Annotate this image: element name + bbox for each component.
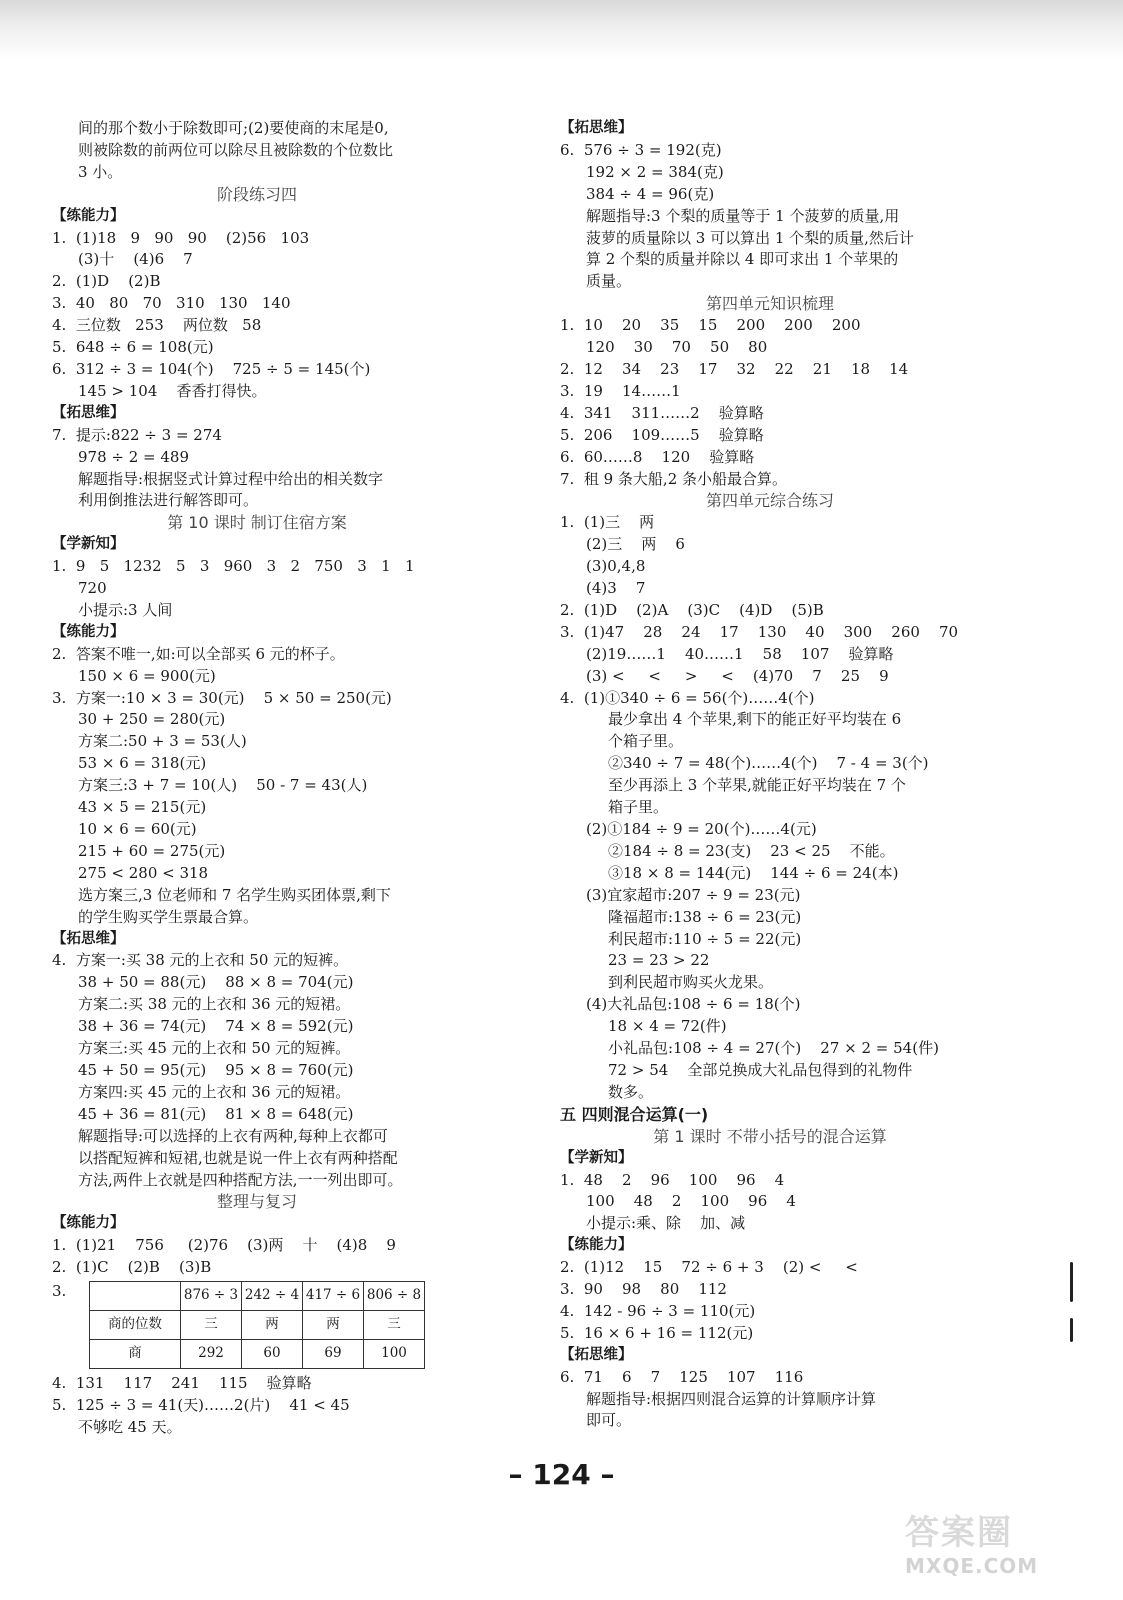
answer-line: 至少再添上 3 个苹果,就能正好平均装在 7 个 [608,776,906,795]
page-number: – 124 – [508,1458,615,1491]
watermark-logo [905,1505,1095,1585]
section-tag: 【练能力】 [52,623,125,640]
answer-line: 5. 16 × 6 + 16 = 112(元) [560,1323,754,1342]
answer-line: 解题指导:根据竖式计算过程中给出的相关数字 [78,469,384,488]
answer-line: 利用倒推法进行解答即可。 [78,491,259,510]
text-line: 则被除数的前两位可以除尽且被除数的个位数比 [78,140,394,159]
answer-line: 6. 71 6 7 125 107 116 [560,1367,804,1386]
section-tag: 【拓思维】 [560,120,633,136]
answer-line: 43 × 5 = 215(元) [78,798,207,817]
answer-line: 30 + 250 = 280(元) [78,710,226,729]
table-cell: 商的位数 [90,1311,181,1340]
answer-line: 方案二:50 + 3 = 53(人) [78,732,247,751]
answer-line: 1. 9 5 1232 5 3 960 3 2 750 3 1 1 [52,557,415,576]
answer-line: 不够吃 45 天。 [78,1417,182,1436]
answer-line: 1. (1)18 9 90 90 (2)56 103 [52,228,310,247]
section-tag: 【拓思维】 [560,1346,633,1363]
answer-line: 2. (1)C (2)B (3)B [52,1258,212,1277]
answer-line: 4. 131 117 241 115 验算略 [52,1374,312,1393]
answer-line: 6. 60……8 120 验算略 [560,447,755,466]
section-heading: 第 1 课时 不带小括号的混合运算 [653,1126,887,1146]
answer-line: 解题指导:3 个梨的质量等于 1 个菠萝的质量,用 [586,206,900,225]
answer-line: 720 [78,579,107,598]
answer-line: 384 ÷ 4 = 96(克) [586,184,715,203]
table-cell: 100 [364,1340,425,1369]
answer-line: 2. 12 34 23 17 32 22 21 18 14 [560,359,909,378]
answer-line: 菠萝的质量除以 3 可以算出 1 个梨的质量,然后计 [586,228,914,247]
answer-line: 利民超市:110 ÷ 5 = 22(元) [608,929,802,948]
answer-line: (3)0,4,8 [586,557,646,576]
answer-line: 以搭配短裤和短裙,也就是说一件上衣有两种搭配 [78,1148,398,1167]
table-row [90,1282,425,1311]
answer-line: 72 > 54 全部兑换成大礼品包得到的礼物件 [608,1060,913,1079]
section-heading: 阶段练习四 [216,184,297,204]
answer-line: 978 ÷ 2 = 489 [78,447,190,466]
answer-line: (3) < < > < (4)70 7 25 9 [586,666,889,685]
answer-line: 箱子里。 [608,798,669,817]
answer-line: 45 + 50 = 95(元) 95 × 8 = 760(元) [78,1060,354,1079]
answer-line: 6. 312 ÷ 3 = 104(个) 725 ÷ 5 = 145(个) [52,359,371,378]
answer-line: 120 30 70 50 80 [586,338,768,357]
quotient-digits-table [89,1281,425,1369]
answer-line: 方案三:买 45 元的上衣和 50 元的短裤。 [78,1039,351,1058]
section-tag: 【练能力】 [560,1237,633,1254]
answer-line: 150 × 6 = 900(元) [78,666,216,685]
answer-line: 解题指导:根据四则混合运算的计算顺序计算 [586,1389,877,1408]
answer-line: 275 < 280 < 318 [78,863,209,882]
answer-line: 6. 576 ÷ 3 = 192(克) [560,140,722,159]
answer-line: 1. (1)21 756 (2)76 (3)两 十 (4)8 9 [52,1236,396,1255]
answer-line: 38 + 36 = 74(元) 74 × 8 = 592(元) [78,1017,354,1036]
answer-line: 选方案三,3 位老师和 7 名学生购买团体票,剩下 [78,885,391,904]
answer-line: 方案二:买 38 元的上衣和 36 元的短裙。 [78,995,351,1014]
answer-line: 5. 206 109……5 验算略 [560,425,764,444]
answer-line: 个箱子里。 [608,732,684,751]
answer-line: 2. 答案不唯一,如:可以全部买 6 元的杯子。 [52,644,345,663]
answer-line: (2)19……1 40……1 58 107 验算略 [586,644,894,663]
table-cell: 60 [242,1340,303,1369]
answer-line: 最少拿出 4 个苹果,剩下的能正好平均装在 6 [608,710,902,729]
table-row [90,1311,425,1340]
text-line: 3 小。 [78,162,123,181]
answer-line: 即可。 [586,1411,632,1430]
answer-line: 1. (1)三 两 [560,513,655,532]
binding-mark [1070,1318,1073,1342]
answer-line: ②184 ÷ 8 = 23(支) 23 < 25 不能。 [608,841,895,860]
answer-line: (2)三 两 6 [586,535,685,554]
answer-line: 小提示:3 人间 [78,600,173,619]
answer-line: 23 = 23 > 22 [608,951,710,970]
answer-line: 方案三:3 + 7 = 10(人) 50 - 7 = 43(人) [78,776,368,795]
section-tag: 【练能力】 [52,207,125,224]
answer-line: 7. 租 9 条大船,2 条小船最合算。 [560,469,788,488]
table-cell: 69 [303,1340,364,1369]
watermark-text: 答案圈 [905,1513,1013,1553]
answer-line: 4. 三位数 253 两位数 58 [52,316,262,335]
answer-line: 53 × 6 = 318(元) [78,754,207,773]
answer-line: 3. 19 14……1 [560,381,681,400]
table-cell: 292 [181,1340,242,1369]
answer-line: 7. 提示:822 ÷ 3 = 274 [52,425,222,444]
answer-line: 4. (1)①340 ÷ 6 = 56(个)……4(个) [560,688,815,707]
answer-line: 2. (1)D (2)B [52,272,161,291]
answer-line: 45 + 36 = 81(元) 81 × 8 = 648(元) [78,1104,354,1123]
answer-line: 3. 40 80 70 310 130 140 [52,294,291,313]
watermark-url: MXQE.COM [905,1554,1039,1578]
table-cell: 两 [242,1311,303,1340]
answer-line: 到利民超市购买火龙果。 [608,973,774,992]
answer-line: 2. (1)12 15 72 ÷ 6 + 3 (2) < < [560,1258,858,1277]
answer-line: (4)3 7 [586,579,646,598]
answer-line: 的学生购买学生票最合算。 [78,907,259,926]
answer-line: 3. (1)47 28 24 17 130 40 300 260 70 [560,622,959,641]
answer-line: 解题指导:可以选择的上衣有两种,每种上衣都可 [78,1126,388,1145]
table-cell: 两 [303,1311,364,1340]
section-tag: 【练能力】 [52,1215,125,1232]
answer-line: 小提示:乘、除 加、减 [586,1214,746,1233]
answer-line: 18 × 4 = 72(件) [608,1017,727,1036]
section-heading: 第四单元综合练习 [705,491,834,511]
section-tag: 【学新知】 [560,1149,633,1166]
answer-line: 质量。 [586,272,632,291]
table-cell: 三 [181,1311,242,1340]
table-cell: 806 ÷ 8 [364,1282,425,1311]
section-heading: 整理与复习 [216,1192,297,1212]
answer-line: (4)大礼品包:108 ÷ 6 = 18(个) [586,995,801,1014]
table-cell [90,1282,181,1311]
text-line: 间的那个数小于除数即可;(2)要使商的末尾是0, [78,119,389,137]
table-cell: 商 [90,1340,181,1369]
answer-line: (3)十 (4)6 7 [78,250,193,269]
section-tag: 【拓思维】 [52,930,125,947]
answer-line: 10 × 6 = 60(元) [78,820,197,838]
answer-line: 4. 142 - 96 ÷ 3 = 110(元) [560,1301,756,1320]
section-heading: 第四单元知识梳理 [705,294,834,314]
answer-line: 方法,两件上衣就是四种搭配方法,一一列出即可。 [78,1170,403,1189]
answer-line: 1. 48 2 96 100 96 4 [560,1170,785,1189]
binding-mark [1070,1262,1073,1302]
section-tag: 【学新知】 [52,536,125,553]
answer-line: 3. 方案一:10 × 3 = 30(元) 5 × 50 = 250(元) [52,688,392,707]
table-row [90,1340,425,1369]
answer-line: 1. 10 20 35 15 200 200 200 [560,316,861,335]
scan-top-band [0,0,1123,60]
answer-line: 145 > 104 香香打得快。 [78,381,267,400]
left-column [52,118,462,1439]
section-tag: 【拓思维】 [52,404,125,421]
answer-line: 38 + 50 = 88(元) 88 × 8 = 704(元) [78,973,354,992]
answer-line: 192 × 2 = 384(克) [586,162,724,181]
answer-line: ③18 × 8 = 144(元) 144 ÷ 6 = 24(本) [608,863,899,882]
answer-line: 5. 648 ÷ 6 = 108(元) [52,338,214,357]
table-block [52,1281,462,1369]
answer-line: 小礼品包:108 ÷ 4 = 27(个) 27 × 2 = 54(件) [608,1039,939,1058]
table-cell: 876 ÷ 3 [181,1282,242,1311]
answer-line: 215 + 60 = 275(元) [78,841,226,860]
chapter-heading: 五 四则混合运算(一) [560,1104,709,1124]
question-number: 3. [52,1282,67,1301]
answer-line: 算 2 个梨的质量并除以 4 即可求出 1 个苹果的 [586,250,899,269]
answer-line: 2. (1)D (2)A (3)C (4)D (5)B [560,600,824,619]
answer-line: 数多。 [608,1082,654,1101]
table-cell: 417 ÷ 6 [303,1282,364,1311]
right-column [560,118,980,1432]
answer-line: 隆福超市:138 ÷ 6 = 23(元) [608,907,802,926]
answer-line: 100 48 2 100 96 4 [586,1192,796,1211]
answer-line: ②340 ÷ 7 = 48(个)……4(个) 7 - 4 = 3(个) [608,754,929,773]
answer-line: 5. 125 ÷ 3 = 41(天)……2(片) 41 < 45 [52,1395,350,1414]
table-cell: 242 ÷ 4 [242,1282,303,1311]
table-cell: 三 [364,1311,425,1340]
answer-line: 3. 90 98 80 112 [560,1280,727,1299]
answer-line: 4. 方案一:买 38 元的上衣和 50 元的短裤。 [52,951,349,970]
answer-line: 方案四:买 45 元的上衣和 36 元的短裙。 [78,1082,351,1101]
answer-line: (2)①184 ÷ 9 = 20(个)……4(元) [586,820,817,838]
answer-line: 4. 341 311……2 验算略 [560,403,764,422]
answer-line: (3)宜家超市:207 ÷ 9 = 23(元) [586,885,801,904]
section-heading: 第 10 课时 制订住宿方案 [167,513,347,533]
